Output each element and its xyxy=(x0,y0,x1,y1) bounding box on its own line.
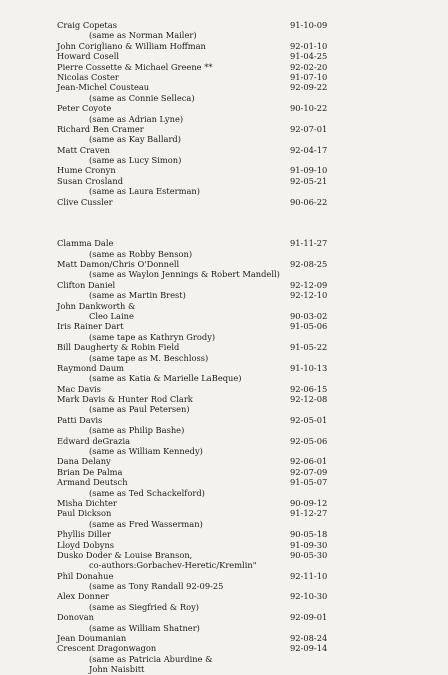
list-item xyxy=(57,301,417,311)
list-item xyxy=(57,353,417,363)
list-item xyxy=(57,41,417,51)
entry-date: 91-05-07 xyxy=(290,477,328,488)
entry-note: (same as Siegfried & Roy) xyxy=(89,601,199,612)
entry-note: Cleo Laine xyxy=(89,310,134,321)
entry-name: Jean-Michel Cousteau xyxy=(57,82,150,93)
list-item xyxy=(57,477,417,487)
entry-name: Armand Deutsch xyxy=(57,477,128,488)
entry-date: 91-04-25 xyxy=(290,51,328,62)
entry-note: (same tape as Kathryn Grody) xyxy=(89,331,216,342)
entry-name: Donovan xyxy=(57,612,94,623)
entry-note: (same as Connie Selleca) xyxy=(89,92,195,103)
entry-name: John Corigliano & William Hoffman xyxy=(57,40,206,51)
entry-date: 92-05-01 xyxy=(290,414,328,425)
list-item xyxy=(57,488,417,498)
list-item xyxy=(57,82,417,92)
entry-date: 92-06-15 xyxy=(290,383,328,394)
entry-note: (same as Martin Brest) xyxy=(89,290,186,301)
entry-name: Dana Delany xyxy=(57,456,111,467)
entry-name: Clamma Dale xyxy=(57,238,114,249)
list-item xyxy=(57,124,417,134)
entry-name: Clifton Daniel xyxy=(57,279,116,290)
entry-name: Paul Dickson xyxy=(57,508,112,519)
entry-date: 92-09-14 xyxy=(290,643,328,654)
entry-note: (same as Fred Wasserman) xyxy=(89,518,203,529)
entry-name: Lloyd Dobyns xyxy=(57,539,115,550)
list-item xyxy=(57,249,417,259)
entry-date: 92-05-21 xyxy=(290,175,328,186)
list-item xyxy=(57,654,417,664)
list-item xyxy=(57,602,417,612)
entry-name: Clive Cussler xyxy=(57,196,113,207)
entry-date: 90-06-22 xyxy=(290,196,328,207)
list-item xyxy=(57,664,417,674)
entry-date: 92-10-30 xyxy=(290,591,328,602)
entry-date: 90-09-12 xyxy=(290,497,328,508)
entry-name: Alex Donner xyxy=(57,591,110,602)
entry-note: (same as Laura Esterman) xyxy=(89,186,200,197)
list-item xyxy=(57,332,417,342)
entry-name: Nicolas Coster xyxy=(57,71,119,82)
entry-name: Craig Copetas xyxy=(57,20,117,30)
entry-note: (same as Kay Ballard) xyxy=(89,134,181,145)
list-item xyxy=(57,51,417,61)
entry-date: 92-12-10 xyxy=(290,290,328,301)
list-item xyxy=(57,425,417,435)
entry-note: (same as Robby Benson) xyxy=(89,248,193,259)
entry-note: (same as Philip Bashe) xyxy=(89,425,185,436)
entry-name: Mark Davis & Hunter Rod Clark xyxy=(57,394,193,405)
entry-name: Mac Davis xyxy=(57,383,101,394)
entry-name: Phyllis Diller xyxy=(57,529,111,540)
list-item xyxy=(57,456,417,466)
entry-note: (same tape as M. Beschloss) xyxy=(89,352,209,363)
entry-date: 92-07-09 xyxy=(290,466,328,477)
entry-date: 91-12-27 xyxy=(290,508,328,519)
entry-note: co-authors:Gorbachev-Heretic/Kremlin" xyxy=(89,560,257,571)
list-item xyxy=(57,581,417,591)
list-item xyxy=(57,165,417,175)
list-item xyxy=(57,529,417,539)
entry-note: (same as William Shatner) xyxy=(89,622,200,633)
entry-date: 92-07-01 xyxy=(290,123,328,134)
list-item xyxy=(57,134,417,144)
list-item xyxy=(57,363,417,373)
entry-date: 91-07-10 xyxy=(290,71,328,82)
entry-note: (same as Tony Randall 92-09-25 xyxy=(89,581,224,592)
list-item xyxy=(57,269,417,279)
group-separator xyxy=(57,217,417,227)
list-item xyxy=(57,103,417,113)
entry-name: Misha Dichter xyxy=(57,497,117,508)
entry-date: 92-01-10 xyxy=(290,40,328,51)
list-item xyxy=(57,519,417,529)
list-item xyxy=(57,498,417,508)
list-item xyxy=(57,540,417,550)
list-item xyxy=(57,591,417,601)
entry-date: 90-10-22 xyxy=(290,103,328,114)
list-item xyxy=(57,93,417,103)
entry-date: 92-08-25 xyxy=(290,258,328,269)
list-item xyxy=(57,508,417,518)
list-item xyxy=(57,373,417,383)
list-item xyxy=(57,560,417,570)
entry-note: (same as Katia & Marielle LaBeque) xyxy=(89,373,242,384)
entry-name: Jean Doumanian xyxy=(57,633,127,644)
list-item xyxy=(57,415,417,425)
entry-note: (same as William Kennedy) xyxy=(89,446,203,457)
entry-date: 90-05-30 xyxy=(290,549,328,560)
list-item xyxy=(57,186,417,196)
entry-name: Matt Damon/Chris O'Donnell xyxy=(57,258,180,269)
entry-name: Crescent Dragonwagon xyxy=(57,643,157,654)
entry-date: 91-05-22 xyxy=(290,342,328,353)
list-item xyxy=(57,72,417,82)
list-item xyxy=(57,290,417,300)
list-item xyxy=(57,259,417,269)
entry-name: Howard Cosell xyxy=(57,51,120,62)
entry-name: Pierre Cossette & Michael Greene ** xyxy=(57,61,213,72)
list-item xyxy=(57,311,417,321)
entry-name: Edward deGrazia xyxy=(57,435,131,446)
entry-name: Richard Ben Cramer xyxy=(57,123,144,134)
list-item xyxy=(57,612,417,622)
entry-note: (same as Waylon Jennings & Robert Mandell) xyxy=(89,269,280,280)
entry-note: (same as Adrian Lyne) xyxy=(89,113,184,124)
entry-name: Patti Davis xyxy=(57,414,103,425)
entry-note: (same as Paul Petersen) xyxy=(89,404,190,415)
entry-date: 91-10-09 xyxy=(290,20,328,30)
list-item xyxy=(57,550,417,560)
list-item xyxy=(57,342,417,352)
entry-name: Susan Crosland xyxy=(57,175,124,186)
entry-date: 92-12-08 xyxy=(290,394,328,405)
list-item xyxy=(57,238,417,248)
entry-date: 90-03-02 xyxy=(290,310,328,321)
list-item xyxy=(57,197,417,207)
list-item xyxy=(57,62,417,72)
list-item xyxy=(57,30,417,40)
entry-date: 91-09-30 xyxy=(290,539,328,550)
entry-note: (same as Patricia Aburdine & xyxy=(89,653,213,664)
list-item xyxy=(57,155,417,165)
entry-date: 92-02-20 xyxy=(290,61,328,72)
entry-name: Dusko Doder & Louise Branson, xyxy=(57,549,193,560)
entry-date: 92-11-10 xyxy=(290,570,328,581)
entry-date: 92-12-09 xyxy=(290,279,328,290)
entry-date: 92-04-17 xyxy=(290,144,328,155)
entry-name: Brian De Palma xyxy=(57,466,123,477)
entry-date: 91-05-06 xyxy=(290,321,328,332)
list-item xyxy=(57,467,417,477)
list-item xyxy=(57,384,417,394)
entry-date: 91-11-27 xyxy=(290,238,328,249)
list-item xyxy=(57,20,417,30)
group-separator xyxy=(57,228,417,238)
entry-note: (same as Norman Mailer) xyxy=(89,30,197,41)
entry-date: 92-08-24 xyxy=(290,633,328,644)
entry-date: 92-09-01 xyxy=(290,612,328,623)
entry-name: Iris Rainer Dart xyxy=(57,321,124,332)
group-separator xyxy=(57,207,417,217)
entry-name: Hume Cronyn xyxy=(57,165,116,176)
list-item xyxy=(57,394,417,404)
entry-name: Bill Daugherty & Robin Field xyxy=(57,342,180,353)
entry-name: John Dankworth & xyxy=(57,300,136,311)
entry-date: 92-05-06 xyxy=(290,435,328,446)
entry-name: Matt Craven xyxy=(57,144,110,155)
list-item xyxy=(57,280,417,290)
interview-list xyxy=(57,20,417,675)
list-item xyxy=(57,446,417,456)
list-item xyxy=(57,176,417,186)
list-item xyxy=(57,114,417,124)
entry-date: 92-06-01 xyxy=(290,456,328,467)
entry-date: 92-09-22 xyxy=(290,82,328,93)
list-item xyxy=(57,633,417,643)
entry-name: Peter Coyote xyxy=(57,103,112,114)
list-item xyxy=(57,321,417,331)
entry-name: Raymond Daum xyxy=(57,362,125,373)
entry-note: (same as Lucy Simon) xyxy=(89,155,182,166)
list-item xyxy=(57,404,417,414)
entry-date: 91-09-10 xyxy=(290,165,328,176)
list-item xyxy=(57,623,417,633)
entry-date: 91-10-13 xyxy=(290,362,328,373)
entry-note: John Naisbitt xyxy=(89,664,145,675)
list-item xyxy=(57,436,417,446)
entry-note: (same as Ted Schackelford) xyxy=(89,487,205,498)
list-item xyxy=(57,145,417,155)
entry-name: Phil Donahue xyxy=(57,570,114,581)
entry-date: 90-05-18 xyxy=(290,529,328,540)
list-item xyxy=(57,643,417,653)
